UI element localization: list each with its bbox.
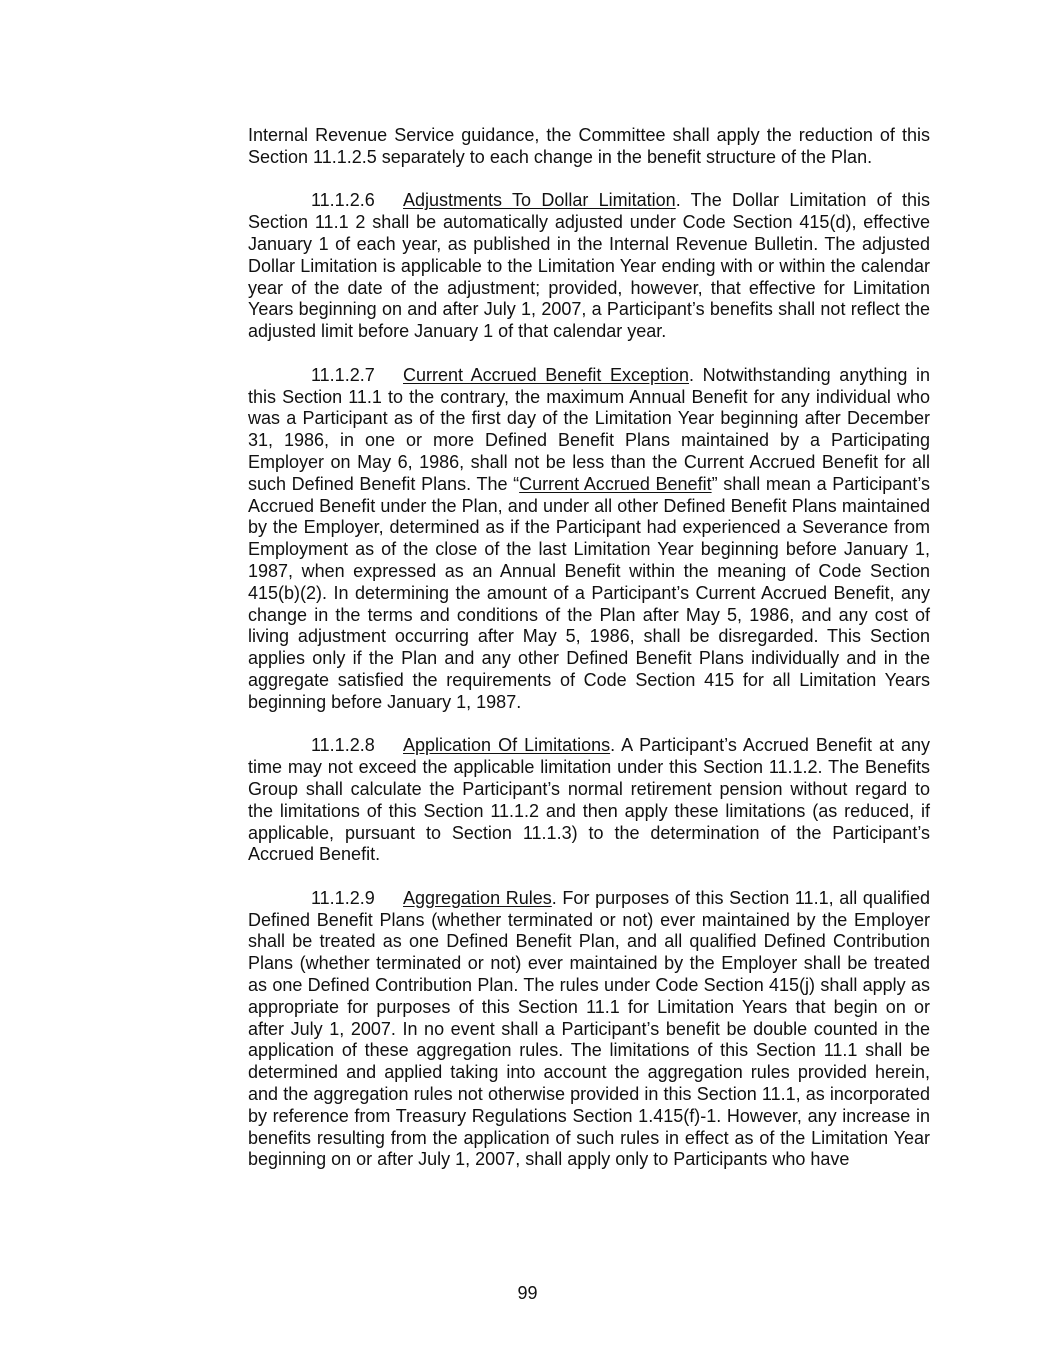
section-11-1-2-7 bbox=[248, 365, 930, 714]
document-body bbox=[248, 125, 930, 1193]
section-11-1-2-8 bbox=[248, 735, 930, 866]
section-number: 11.1.2.8 bbox=[311, 735, 375, 756]
section-heading: Aggregation Rules bbox=[403, 887, 552, 908]
page-number: 99 bbox=[517, 1283, 538, 1303]
paragraph-text: . Notwithstanding anything in this Section 11.1 to the contrary, the maximum Annual Benefit for any individual who was a Participant as of the first day of the Limitation Year beginning after December 31, 1986, in one or more Defined Benefit Plans maintained by a Participating Employer on May 6, 1986, shall not be less than the Current Accrued Benefit for all such Defined Benefit Plans. The “ bbox=[248, 364, 930, 494]
defined-term: Current Accrued Benefit bbox=[519, 473, 712, 494]
section-11-1-2-9 bbox=[248, 888, 930, 1171]
section-heading: Application Of Limitations bbox=[403, 735, 611, 756]
paragraph-text: Internal Revenue Service guidance, the Committee shall apply the reduction of this Section 11.1.2.5 separately to each change in the benefit structure of the Plan. bbox=[248, 125, 930, 167]
paragraph-text: . A Participant’s Accrued Benefit at any time may not exceed the applicable limitation under this Section 11.1.2. The Benefits Group shall calculate the Participant’s normal retirement pension without regard to the limitations of this Section 11.1.2 and then apply these limitations (as reduced, if applicable, pursuant to Section 11.1.3) to the determination of the Participant’s Accrued Benefit. bbox=[248, 735, 930, 865]
section-number: 11.1.2.7 bbox=[311, 364, 375, 385]
paragraph-text-continued: ” shall mean a Participant’s Accrued Benefit under the Plan, and under all other Defined Benefit Plans maintained by the Employer, determined as if the Participant had experienced a Severance from Employment as of the close of the last Limitation Year beginning before January 1, 1987, when expressed as an Annual Benefit within the meaning of Code Section 415(b)(2). In determining the amount of a Participant’s Current Accrued Benefit, any change in the terms and conditions of the Plan after May 5, 1986, and any cost of living adjustment occurring after May 5, 1986, shall be disregarded. This Section applies only if the Plan and any other Defined Benefit Plans individually and in the aggregate satisfied the requirements of Code Section 415 for all Limitation Years beginning before January 1, 1987. bbox=[248, 473, 930, 712]
paragraph-text: . The Dollar Limitation of this Section 11.1 2 shall be automatically adjusted under Code Section 415(d), effective January 1 of each year, as published in the Internal Revenue Bulletin. The adjusted Dollar Limitation is applicable to the Limitation Year ending with or within the calendar year of the date of the adjustment; provided, however, that effective for Limitation Years beginning on and after July 1, 2007, a Participant’s benefits shall not reflect the adjusted limit before January 1 of that calendar year. bbox=[248, 190, 930, 342]
section-heading: Adjustments To Dollar Limitation bbox=[403, 190, 676, 211]
section-heading: Current Accrued Benefit Exception bbox=[403, 364, 689, 385]
continuation-paragraph bbox=[248, 125, 930, 169]
section-number: 11.1.2.6 bbox=[311, 190, 375, 211]
paragraph-text: . For purposes of this Section 11.1, all qualified Defined Benefit Plans (whether terminated or not) ever maintained by the Employer shall be treated as one Defined Benefit Plan, and all qualified Defined Contribution Plans (whether terminated or not) ever maintained by the Employer shall be treated as one Defined Contribution Plan. The rules under Code Section 415(j) shall apply as appropriate for purposes of this Section 11.1 for Limitation Years that begin on or after July 1, 2007. In no event shall a Participant’s benefit be double counted in the application of these aggregation rules. The limitations of this Section 11.1 shall be determined and applied taking into account the aggregation rules provided herein, and the aggregation rules not otherwise provided in this Section 11.1, as incorporated by reference from Treasury Regulations Section 1.415(f)-1. However, any increase in benefits resulting from the application of such rules in effect as of the Limitation Year beginning on or after July 1, 2007, shall apply only to Participants who have bbox=[248, 887, 930, 1170]
section-11-1-2-6 bbox=[248, 190, 930, 343]
section-number: 11.1.2.9 bbox=[311, 887, 375, 908]
